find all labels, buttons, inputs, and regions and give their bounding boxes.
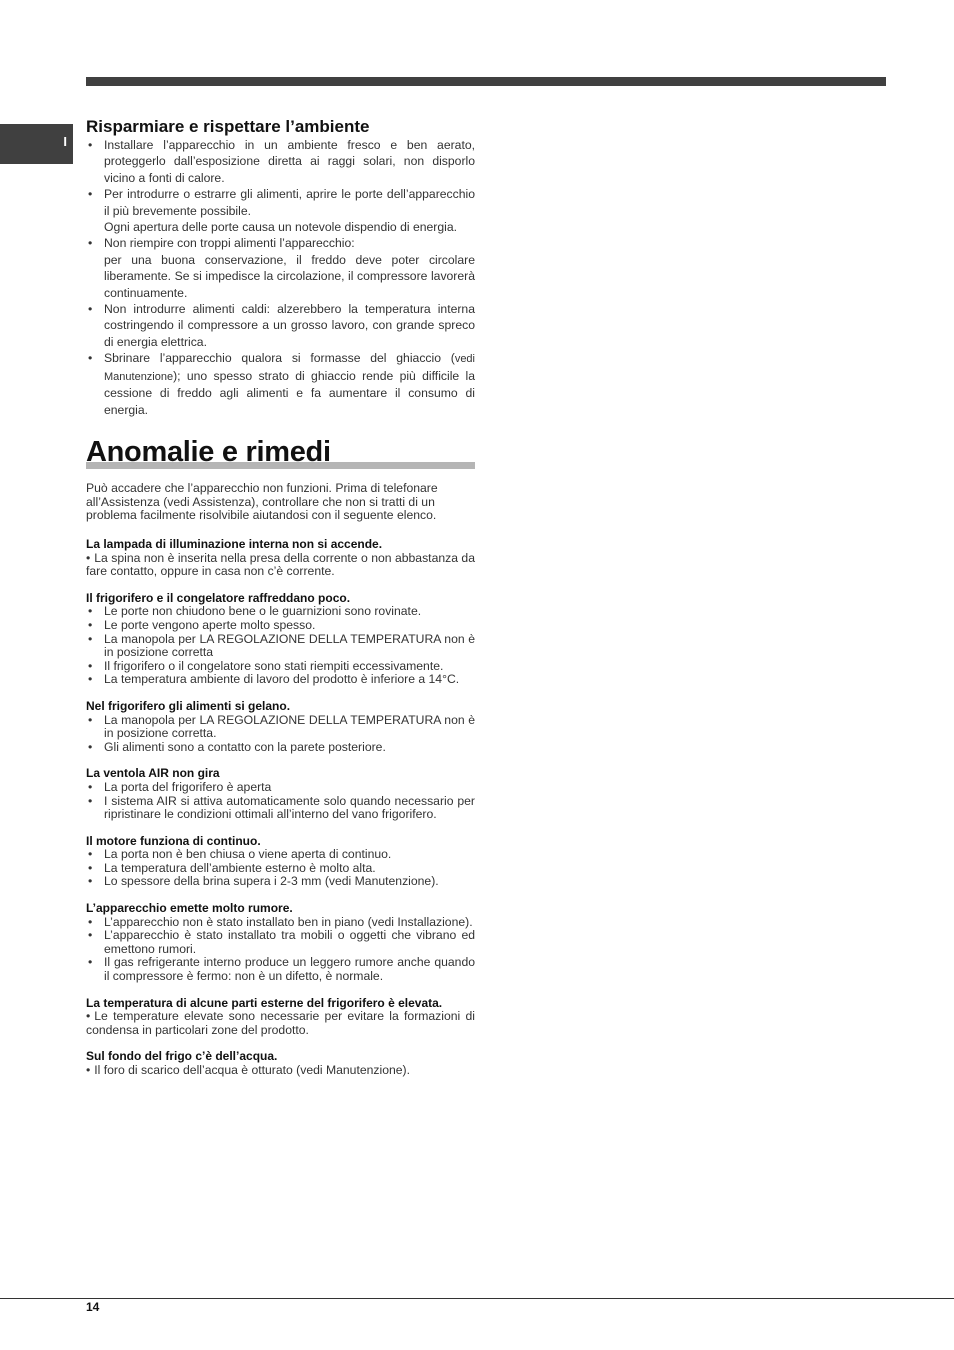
issue-block bbox=[86, 592, 475, 687]
issue-title: La temperatura di alcune parti esterne del frigorifero è elevata. bbox=[86, 995, 443, 1010]
issue-block bbox=[86, 1050, 475, 1077]
tip-text: Sbrinare l’apparecchio qualora si formasse del ghiaccio ( bbox=[104, 351, 455, 366]
cause-text: La porta del frigorifero è aperta bbox=[104, 779, 272, 794]
list-item bbox=[86, 301, 475, 350]
cause-text: Il frigorifero o il congelatore sono stati riempiti eccessivamente. bbox=[104, 658, 444, 673]
tip-subtext: per una buona conservazione, il freddo deve poter circolare liberamente. Se si impedisce la circolazione, il compressore lavorerà continuamente. bbox=[104, 252, 475, 300]
issue-block bbox=[86, 902, 475, 984]
list-item bbox=[86, 186, 475, 235]
list-item bbox=[86, 633, 475, 660]
cause-text: La manopola per LA REGOLAZIONE DELLA TEMPERATURA non è in posizione corretta bbox=[104, 631, 475, 660]
issue-causes bbox=[86, 714, 475, 755]
bullet-icon: • bbox=[86, 550, 91, 565]
list-item bbox=[86, 552, 475, 579]
cause-text: Il gas refrigerante interno produce un leggero rumore anche quando il compressore è fermo: non è un difetto, è normale. bbox=[104, 955, 475, 984]
issue-block bbox=[86, 997, 475, 1038]
cause-text: La temperatura dell’ambiente esterno è molto alta. bbox=[104, 860, 376, 875]
list-item bbox=[86, 781, 475, 795]
issue-causes bbox=[86, 1010, 475, 1037]
tip-text: Per introdurre o estrarre gli alimenti, aprire le porte dell’apparecchio il più brevemente possibile. bbox=[104, 187, 475, 218]
cause-text: La porta non è ben chiusa o viene aperta di continuo. bbox=[104, 847, 392, 862]
cause-text: Le temperature elevate sono necessarie per evitare la formazioni di condensa in particolari zone del prodotto. bbox=[86, 1009, 475, 1037]
bullet-icon: • bbox=[86, 1063, 91, 1077]
issue-causes bbox=[86, 781, 475, 822]
tip-text: Non riempire con troppi alimenti l’apparecchio: bbox=[104, 236, 355, 251]
cause-text: Le porte vengono aperte molto spesso. bbox=[104, 617, 316, 632]
troubleshooting-intro: Può accadere che l’apparecchio non funzioni. Prima di telefonare all’Assistenza (vedi Assistenza), controllare che non si tratti di un problema facilmente risolvibile aiutandosi con il seguente elenco. bbox=[86, 481, 438, 522]
list-item bbox=[86, 350, 475, 418]
cause-text: Il foro di scarico dell’acqua è otturato (vedi Manutenzione). bbox=[94, 1063, 410, 1077]
list-item bbox=[86, 875, 475, 889]
issue-causes bbox=[86, 1064, 475, 1078]
cause-text: Le porte non chiudono bene o le guarnizioni sono rovinate. bbox=[104, 604, 422, 619]
list-item bbox=[86, 619, 475, 633]
issue-title: L’apparecchio emette molto rumore. bbox=[86, 901, 293, 916]
list-item bbox=[86, 929, 475, 956]
list-item bbox=[86, 1064, 475, 1078]
list-item bbox=[86, 795, 475, 822]
issue-title: Sul fondo del frigo c’è dell’acqua. bbox=[86, 1049, 278, 1064]
list-item bbox=[86, 956, 475, 983]
cause-text: L’apparecchio non è stato installato ben in piano (vedi Installazione). bbox=[104, 914, 473, 929]
issue-title: La lampada di illuminazione interna non si accende. bbox=[86, 537, 383, 551]
list-item bbox=[86, 848, 475, 862]
section-title-troubleshooting: Anomalie e rimedi bbox=[86, 436, 331, 468]
list-item bbox=[86, 137, 475, 186]
list-item bbox=[86, 605, 475, 619]
issue-block bbox=[86, 538, 475, 579]
list-item bbox=[86, 741, 475, 755]
cause-text: La manopola per LA REGOLAZIONE DELLA TEMPERATURA non è in posizione corretta. bbox=[104, 712, 475, 741]
language-tab-label: I bbox=[63, 134, 67, 149]
list-item bbox=[86, 660, 475, 674]
tip-text: Non introdurre alimenti caldi: alzerebbero la temperatura interna costringendo il compressore a un grosso lavoro, con grande spreco di energia elettrica. bbox=[104, 302, 475, 349]
page-number: 14 bbox=[86, 1300, 100, 1314]
list-item bbox=[86, 673, 475, 687]
list-item bbox=[86, 1010, 475, 1037]
footer-rule bbox=[0, 1298, 954, 1299]
list-item bbox=[86, 916, 475, 930]
issue-causes bbox=[86, 552, 475, 579]
tip-text: ); uno spesso strato di ghiaccio rende più difficile la cessione di freddo agli alimenti e fa aumentare il consumo di energia. bbox=[104, 368, 475, 417]
issue-causes bbox=[86, 605, 475, 687]
cause-text: La spina non è inserita nella presa della corrente o non abbastanza da fare contatto, oppure in casa non c’è corrente. bbox=[86, 550, 475, 579]
issue-title: Il motore funziona di continuo. bbox=[86, 833, 261, 848]
tip-text: Installare l’apparecchio in un ambiente fresco e ben aerato, proteggerlo dall’esposizione diretta ai raggi solari, non disporlo vicino a fonti di calore. bbox=[104, 138, 475, 185]
issue-block bbox=[86, 835, 475, 889]
list-item bbox=[86, 862, 475, 876]
troubleshooting-list bbox=[86, 538, 475, 1091]
section-title-environment: Risparmiare e rispettare l’ambiente bbox=[86, 117, 370, 136]
cause-text: Lo spessore della brina supera i 2-3 mm (vedi Manutenzione). bbox=[104, 874, 439, 889]
cause-text: L’apparecchio è stato installato tra mobili o oggetti che vibrano ed emettono rumori. bbox=[104, 928, 475, 956]
cause-text: Gli alimenti sono a contatto con la parete posteriore. bbox=[104, 739, 386, 754]
language-tab bbox=[0, 124, 73, 164]
list-item bbox=[86, 235, 475, 301]
issue-title: Il frigorifero e il congelatore raffreddano poco. bbox=[86, 590, 351, 605]
issue-causes bbox=[86, 848, 475, 889]
issue-block bbox=[86, 700, 475, 754]
cross-reference: vedi Manutenzione bbox=[104, 353, 475, 383]
issue-title: Nel frigorifero gli alimenti si gelano. bbox=[86, 698, 291, 713]
cause-text: I sistema AIR si attiva automaticamente solo quando necessario per ripristinare le condizioni ottimali all’interno del vano frigorifero. bbox=[104, 793, 475, 822]
issue-causes bbox=[86, 916, 475, 984]
bullet-icon: • bbox=[86, 1009, 91, 1024]
header-rule bbox=[86, 77, 886, 86]
tip-subtext: Ogni apertura delle porte causa un notevole dispendio di energia. bbox=[104, 220, 458, 235]
list-item bbox=[86, 714, 475, 741]
issue-block bbox=[86, 767, 475, 821]
environment-tips-list bbox=[86, 137, 475, 418]
cause-text: La temperatura ambiente di lavoro del prodotto è inferiore a 14°C. bbox=[104, 672, 460, 687]
issue-title: La ventola AIR non gira bbox=[86, 766, 220, 781]
